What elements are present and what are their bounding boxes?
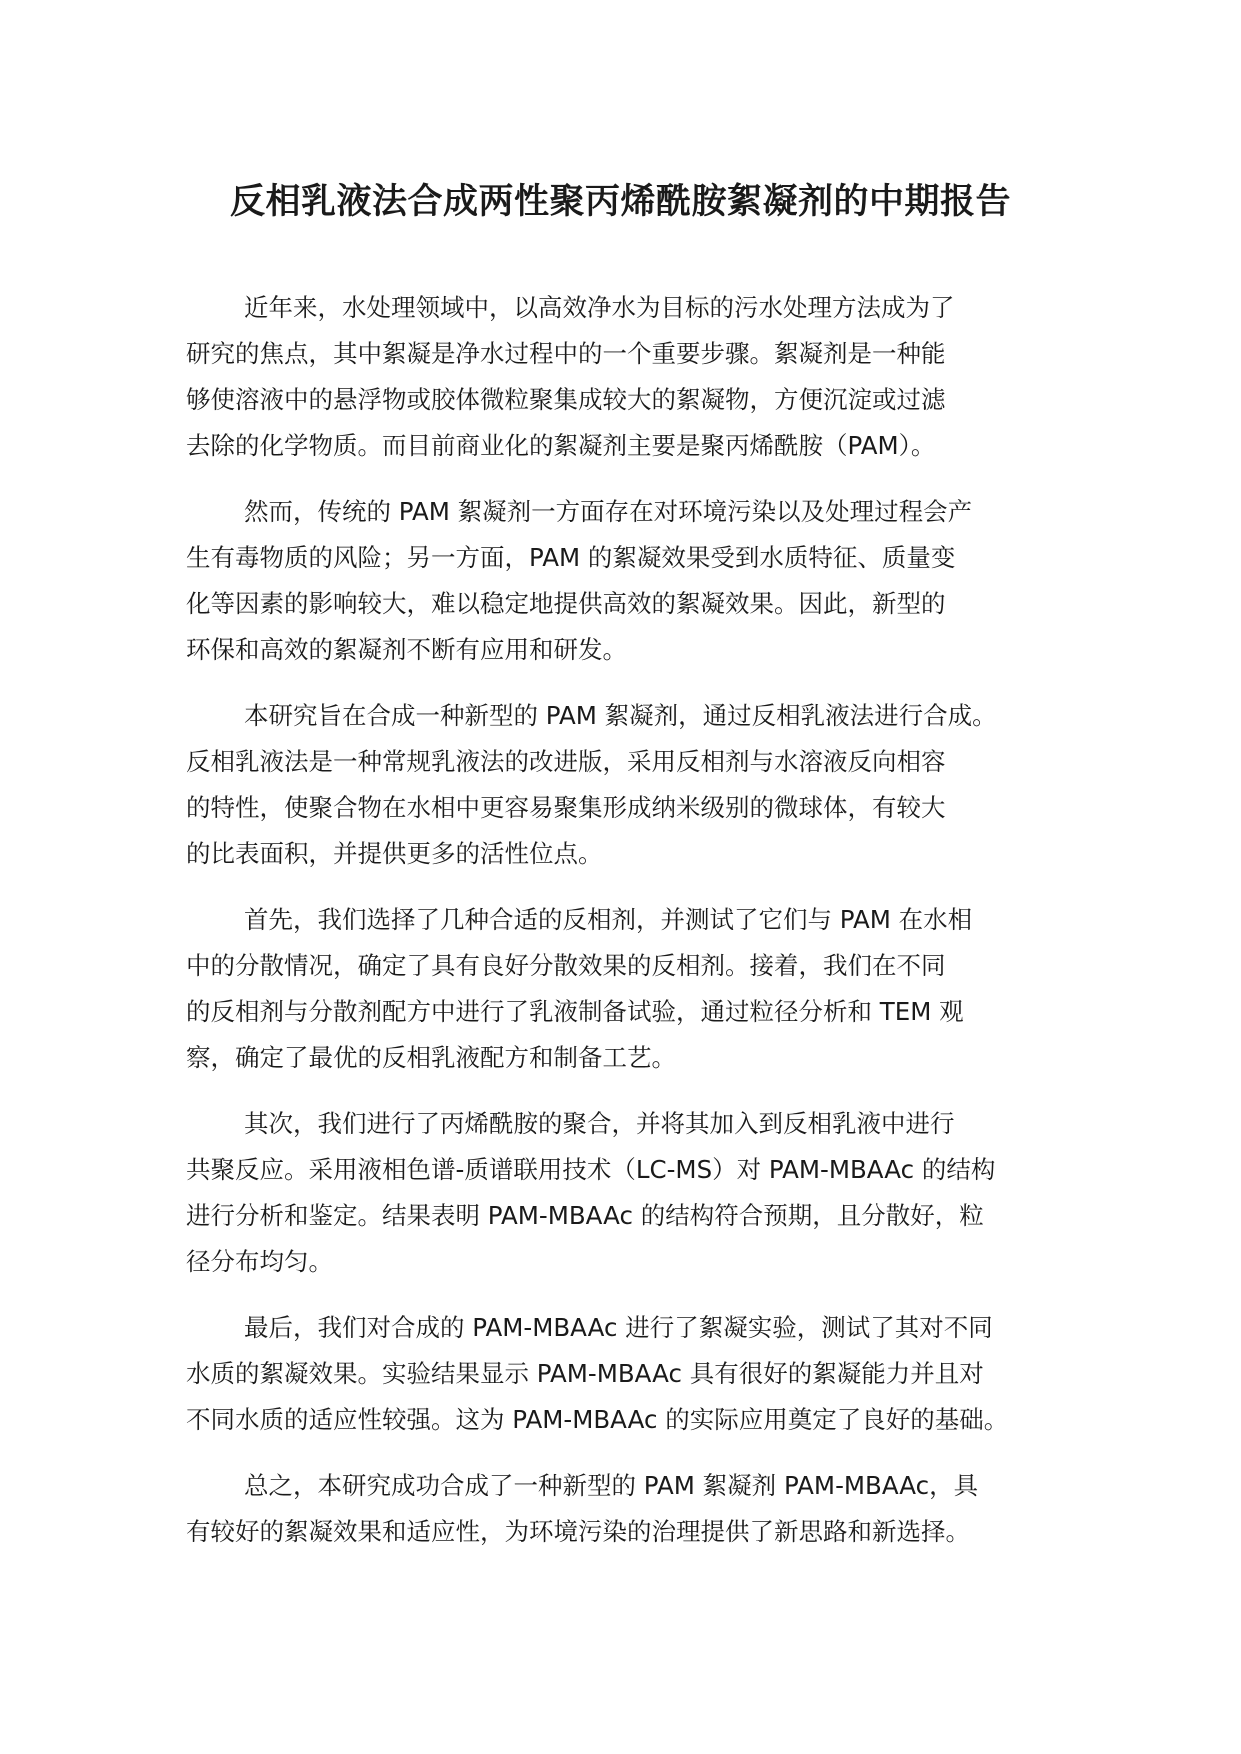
paragraph-7 [186, 1463, 1086, 1555]
paragraph-line: 中的分散情况，确定了具有良好分散效果的反相剂。接着，我们在不同 [186, 951, 946, 980]
paragraph-line: 察，确定了最优的反相乳液配方和制备工艺。 [186, 1043, 676, 1072]
paragraph-line: 水质的絮凝效果。实验结果显示 PAM-MBAAc 具有很好的絮凝能力并且对 [186, 1359, 984, 1388]
paragraph-line: 近年来，水处理领域中，以高效净水为目标的污水处理方法成为了 [244, 293, 955, 322]
paragraph-line: 的反相剂与分散剂配方中进行了乳液制备试验，通过粒径分析和 TEM 观 [186, 997, 964, 1026]
paragraph-line: 去除的化学物质。而目前商业化的絮凝剂主要是聚丙烯酰胺（PAM）。 [186, 431, 936, 460]
paragraph-5 [186, 1101, 1086, 1285]
paragraph-line: 的比表面积，并提供更多的活性位点。 [186, 839, 603, 868]
paragraph-line: 不同水质的适应性较强。这为 PAM-MBAAc 的实际应用奠定了良好的基础。 [186, 1405, 1009, 1434]
paragraph-line: 有较好的絮凝效果和适应性，为环境污染的治理提供了新思路和新选择。 [186, 1517, 970, 1546]
paragraph-line: 研究的焦点，其中絮凝是净水过程中的一个重要步骤。絮凝剂是一种能 [186, 339, 946, 368]
paragraph-line: 化等因素的影响较大，难以稳定地提供高效的絮凝效果。因此，新型的 [186, 589, 946, 618]
paragraph-2 [186, 489, 1086, 673]
paragraph-1 [186, 285, 1086, 469]
paragraph-line: 共聚反应。采用液相色谱-质谱联用技术（LC-MS）对 PAM-MBAAc 的结构 [186, 1155, 996, 1184]
paragraph-line: 然而，传统的 PAM 絮凝剂一方面存在对环境污染以及处理过程会产 [244, 497, 973, 526]
paragraph-4 [186, 897, 1086, 1081]
paragraph-line: 最后，我们对合成的 PAM-MBAAc 进行了絮凝实验，测试了其对不同 [244, 1313, 993, 1342]
paragraph-line: 反相乳液法是一种常规乳液法的改进版，采用反相剂与水溶液反向相容 [186, 747, 946, 776]
document-body [186, 285, 1086, 1575]
paragraph-3 [186, 693, 1086, 877]
paragraph-line: 生有毒物质的风险；另一方面，PAM 的絮凝效果受到水质特征、质量变 [186, 543, 956, 572]
paragraph-line: 进行分析和鉴定。结果表明 PAM-MBAAc 的结构符合预期，且分散好，粒 [186, 1201, 984, 1230]
paragraph-line: 本研究旨在合成一种新型的 PAM 絮凝剂，通过反相乳液法进行合成。 [244, 701, 997, 730]
paragraph-line: 首先，我们选择了几种合适的反相剂，并测试了它们与 PAM 在水相 [244, 905, 973, 934]
document-title: 反相乳液法合成两性聚丙烯酰胺絮凝剂的中期报告 [229, 182, 1011, 222]
paragraph-line: 径分布均匀。 [186, 1247, 333, 1276]
paragraph-line: 其次，我们进行了丙烯酰胺的聚合，并将其加入到反相乳液中进行 [244, 1109, 955, 1138]
paragraph-6 [186, 1305, 1086, 1443]
paragraph-line: 总之，本研究成功合成了一种新型的 PAM 絮凝剂 PAM-MBAAc，具 [244, 1471, 979, 1500]
paragraph-line: 够使溶液中的悬浮物或胶体微粒聚集成较大的絮凝物，方便沉淀或过滤 [186, 385, 946, 414]
paragraph-line: 的特性，使聚合物在水相中更容易聚集形成纳米级别的微球体，有较大 [186, 793, 946, 822]
paragraph-line: 环保和高效的絮凝剂不断有应用和研发。 [186, 635, 627, 664]
